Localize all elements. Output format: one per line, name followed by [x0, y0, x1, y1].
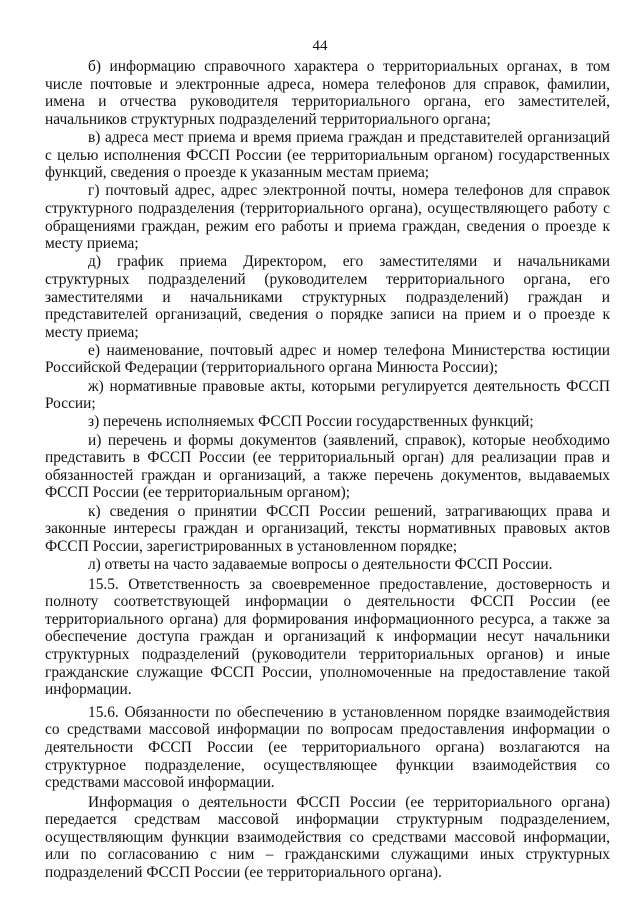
paragraph-k: к) сведения о принятии ФССП России решений, затрагивающих права и законные интересы граждан и организаций, тексты нормативных правовых актов ФССП России, зарегистрированных в установленном порядке; [45, 502, 610, 555]
paragraph-l: л) ответы на часто задаваемые вопросы о деятельности ФССП России. [88, 555, 553, 573]
paragraph-b: б) информацию справочного характера о территориальных органах, в том числе почтовые и электронные адреса, номера телефонов для справок, фамилии, имена и отчества руководителя территориального органа, его заместителей, начальников структурных подразделений территориального органа; [45, 58, 610, 128]
section-15-5: 15.5. Ответственность за своевременное предоставление, достоверность и полноту соответствующей информации о деятельности ФССП России (ее территориального органа) для формирования информационного ресурса, а также за обеспечение доступа граждан и организаций к информации несут начальники структурных подразделений (руководители территориальных органов) и иные гражданские служащие ФССП России, уполномоченные на предоставление такой информации. [45, 575, 610, 699]
page-number: 44 [312, 38, 328, 54]
media-info-paragraph: Информация о деятельности ФССП России (ее территориального органа) передается средствам массовой информации структурным подразделением, осуществляющим функции взаимодействия со средствами массовой информации, или по согласованию с ним – гражданскими служащими иных структурных подразделений ФССП России (ее территориального органа). [45, 793, 610, 882]
paragraph-d: д) график приема Директором, его заместителями и начальниками структурных подразделений (руководителем территориального органа, его заместителями и начальниками структурных подразделений) граждан и представителей организаций, сведения о порядке записи на прием и о проезде к месту приема; [45, 253, 610, 341]
paragraph-e: е) наименование, почтовый адрес и номер телефона Министерства юстиции Российской Федерации (территориального органа Минюста России); [45, 341, 610, 377]
paragraph-g: г) почтовый адрес, адрес электронной почты, номера телефонов для справок структурного подразделения (территориального органа), осуществляющего работу с обращениями граждан, режим его работы и приема граждан, сведения о проезде к месту приема; [45, 182, 610, 253]
document-body [45, 58, 610, 882]
paragraph-z: з) перечень исполняемых ФССП России государственных функций; [88, 413, 534, 431]
paragraph-zh: ж) нормативные правовые акты, которыми регулируется деятельность ФССП России; [45, 377, 610, 413]
section-15-6: 15.6. Обязанности по обеспечению в установленном порядке взаимодействия со средствами массовой информации по вопросам предоставления информации о деятельности ФССП России (ее территориального органа) возлагаются на структурное подразделение, осуществляющее функции взаимодействия со средствами массовой информации. [45, 703, 610, 792]
paragraph-v: в) адреса мест приема и время приема граждан и представителей организаций с целью исполнения ФССП России (ее территориальным органом) государственных функций, сведения о проезде к указанным местам приема; [45, 128, 610, 182]
paragraph-i: и) перечень и формы документов (заявлений, справок), которые необходимо представить в ФССП России (ее территориальный орган) для реализации прав и обязанностей граждан и организаций, а также перечень документов, выдаваемых ФССП России (ее территориальным органом); [45, 431, 610, 502]
